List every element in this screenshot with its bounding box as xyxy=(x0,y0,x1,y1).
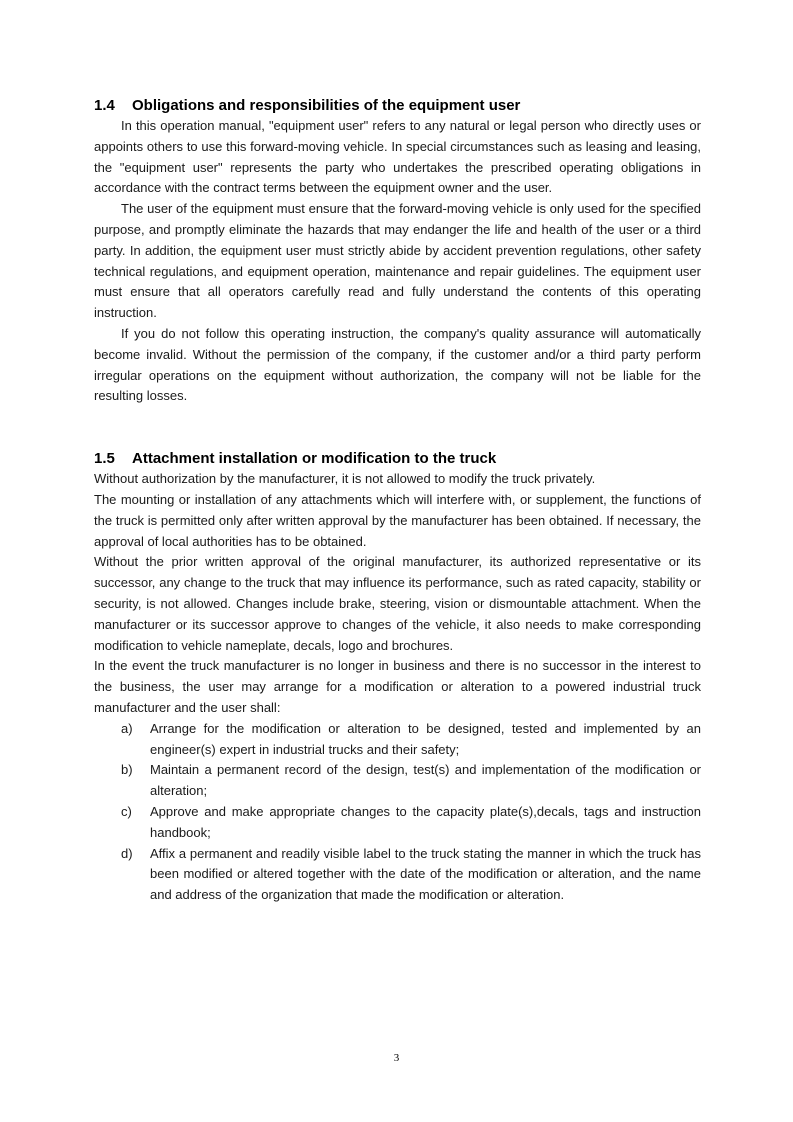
list-item xyxy=(94,719,701,761)
list-item-text: Approve and make appropriate changes to the capacity plate(s),decals, tags and instruction handbook; xyxy=(150,803,701,840)
paragraph: The user of the equipment must ensure that the forward-moving vehicle is only used for the specified purpose, and promptly eliminate the hazards that may endanger the life and health of the user or a third party. In addition, the equipment user must strictly abide by accident prevention regulations, other safety technical regulations, and equipment operation, maintenance and repair guidelines. The equipment user must ensure that all operators carefully read and fully understand the contents of this operating instruction. xyxy=(94,201,701,321)
section-1-5 xyxy=(94,449,701,906)
requirements-list xyxy=(94,719,701,906)
section-title: Attachment installation or modification to the truck xyxy=(132,450,497,468)
section-heading xyxy=(94,96,701,116)
document-page xyxy=(94,96,701,906)
section-title: Obligations and responsibilities of the equipment user xyxy=(132,97,521,114)
list-item xyxy=(94,802,701,844)
section-1-4 xyxy=(94,96,701,407)
list-item xyxy=(94,760,701,802)
list-item xyxy=(94,844,701,906)
section-number: 1.5 xyxy=(94,450,115,468)
section-spacer xyxy=(94,407,701,449)
list-marker: b) xyxy=(121,762,133,778)
paragraph: The mounting or installation of any attachments which will interfere with, or supplement, the functions of the truck is permitted only after written approval by the manufacturer has been obtained. If necessary, the approval of local authorities has to be obtained. xyxy=(94,491,701,549)
list-item-text: Affix a permanent and readily visible label to the truck stating the manner in which the truck has been modified or altered together with the date of the modification or alteration, and the name and address of the organization that made the modification or alteration. xyxy=(150,845,701,903)
section-number: 1.4 xyxy=(94,97,115,114)
list-marker: d) xyxy=(121,845,133,861)
paragraph: In this operation manual, "equipment user" refers to any natural or legal person who directly uses or appoints others to use this forward-moving vehicle. In special circumstances such as leasing and leasing, the "equipment user" represents the party who undertakes the prescribed operating obligations in accordance with the contract terms between the equipment owner and the user. xyxy=(94,118,701,196)
paragraph: If you do not follow this operating instruction, the company's quality assurance will automatically become invalid. Without the permission of the company, if the customer and/or a third party perform irregular operations on the equipment without authorization, the company will not be liable for the resulting losses. xyxy=(94,325,701,404)
list-marker: c) xyxy=(121,803,132,819)
list-item-text: Maintain a permanent record of the design, test(s) and implementation of the modification or alteration; xyxy=(150,762,701,799)
paragraph: Without authorization by the manufacturer, it is not allowed to modify the truck privately. xyxy=(94,471,596,487)
list-item-text: Arrange for the modification or alteration to be designed, tested and implemented by an engineer(s) expert in industrial trucks and their safety; xyxy=(150,720,701,757)
section-heading xyxy=(94,449,701,469)
list-marker: a) xyxy=(121,720,133,736)
paragraph: In the event the truck manufacturer is no longer in business and there is no successor in the interest to the business, the user may arrange for a modification or alteration to a powered industrial truck manufacturer and the user shall: xyxy=(94,658,701,715)
paragraph: Without the prior written approval of the original manufacturer, its authorized representative or its successor, any change to the truck that may influence its performance, such as rated capacity, stability or security, is not allowed. Changes include brake, steering, vision or dismountable attachment. When the manufacturer or its successor approve to changes of the vehicle, it also needs to make corresponding modification to vehicle nameplate, decals, logo and brochures. xyxy=(94,554,701,653)
page-number: 3 xyxy=(393,1052,400,1064)
